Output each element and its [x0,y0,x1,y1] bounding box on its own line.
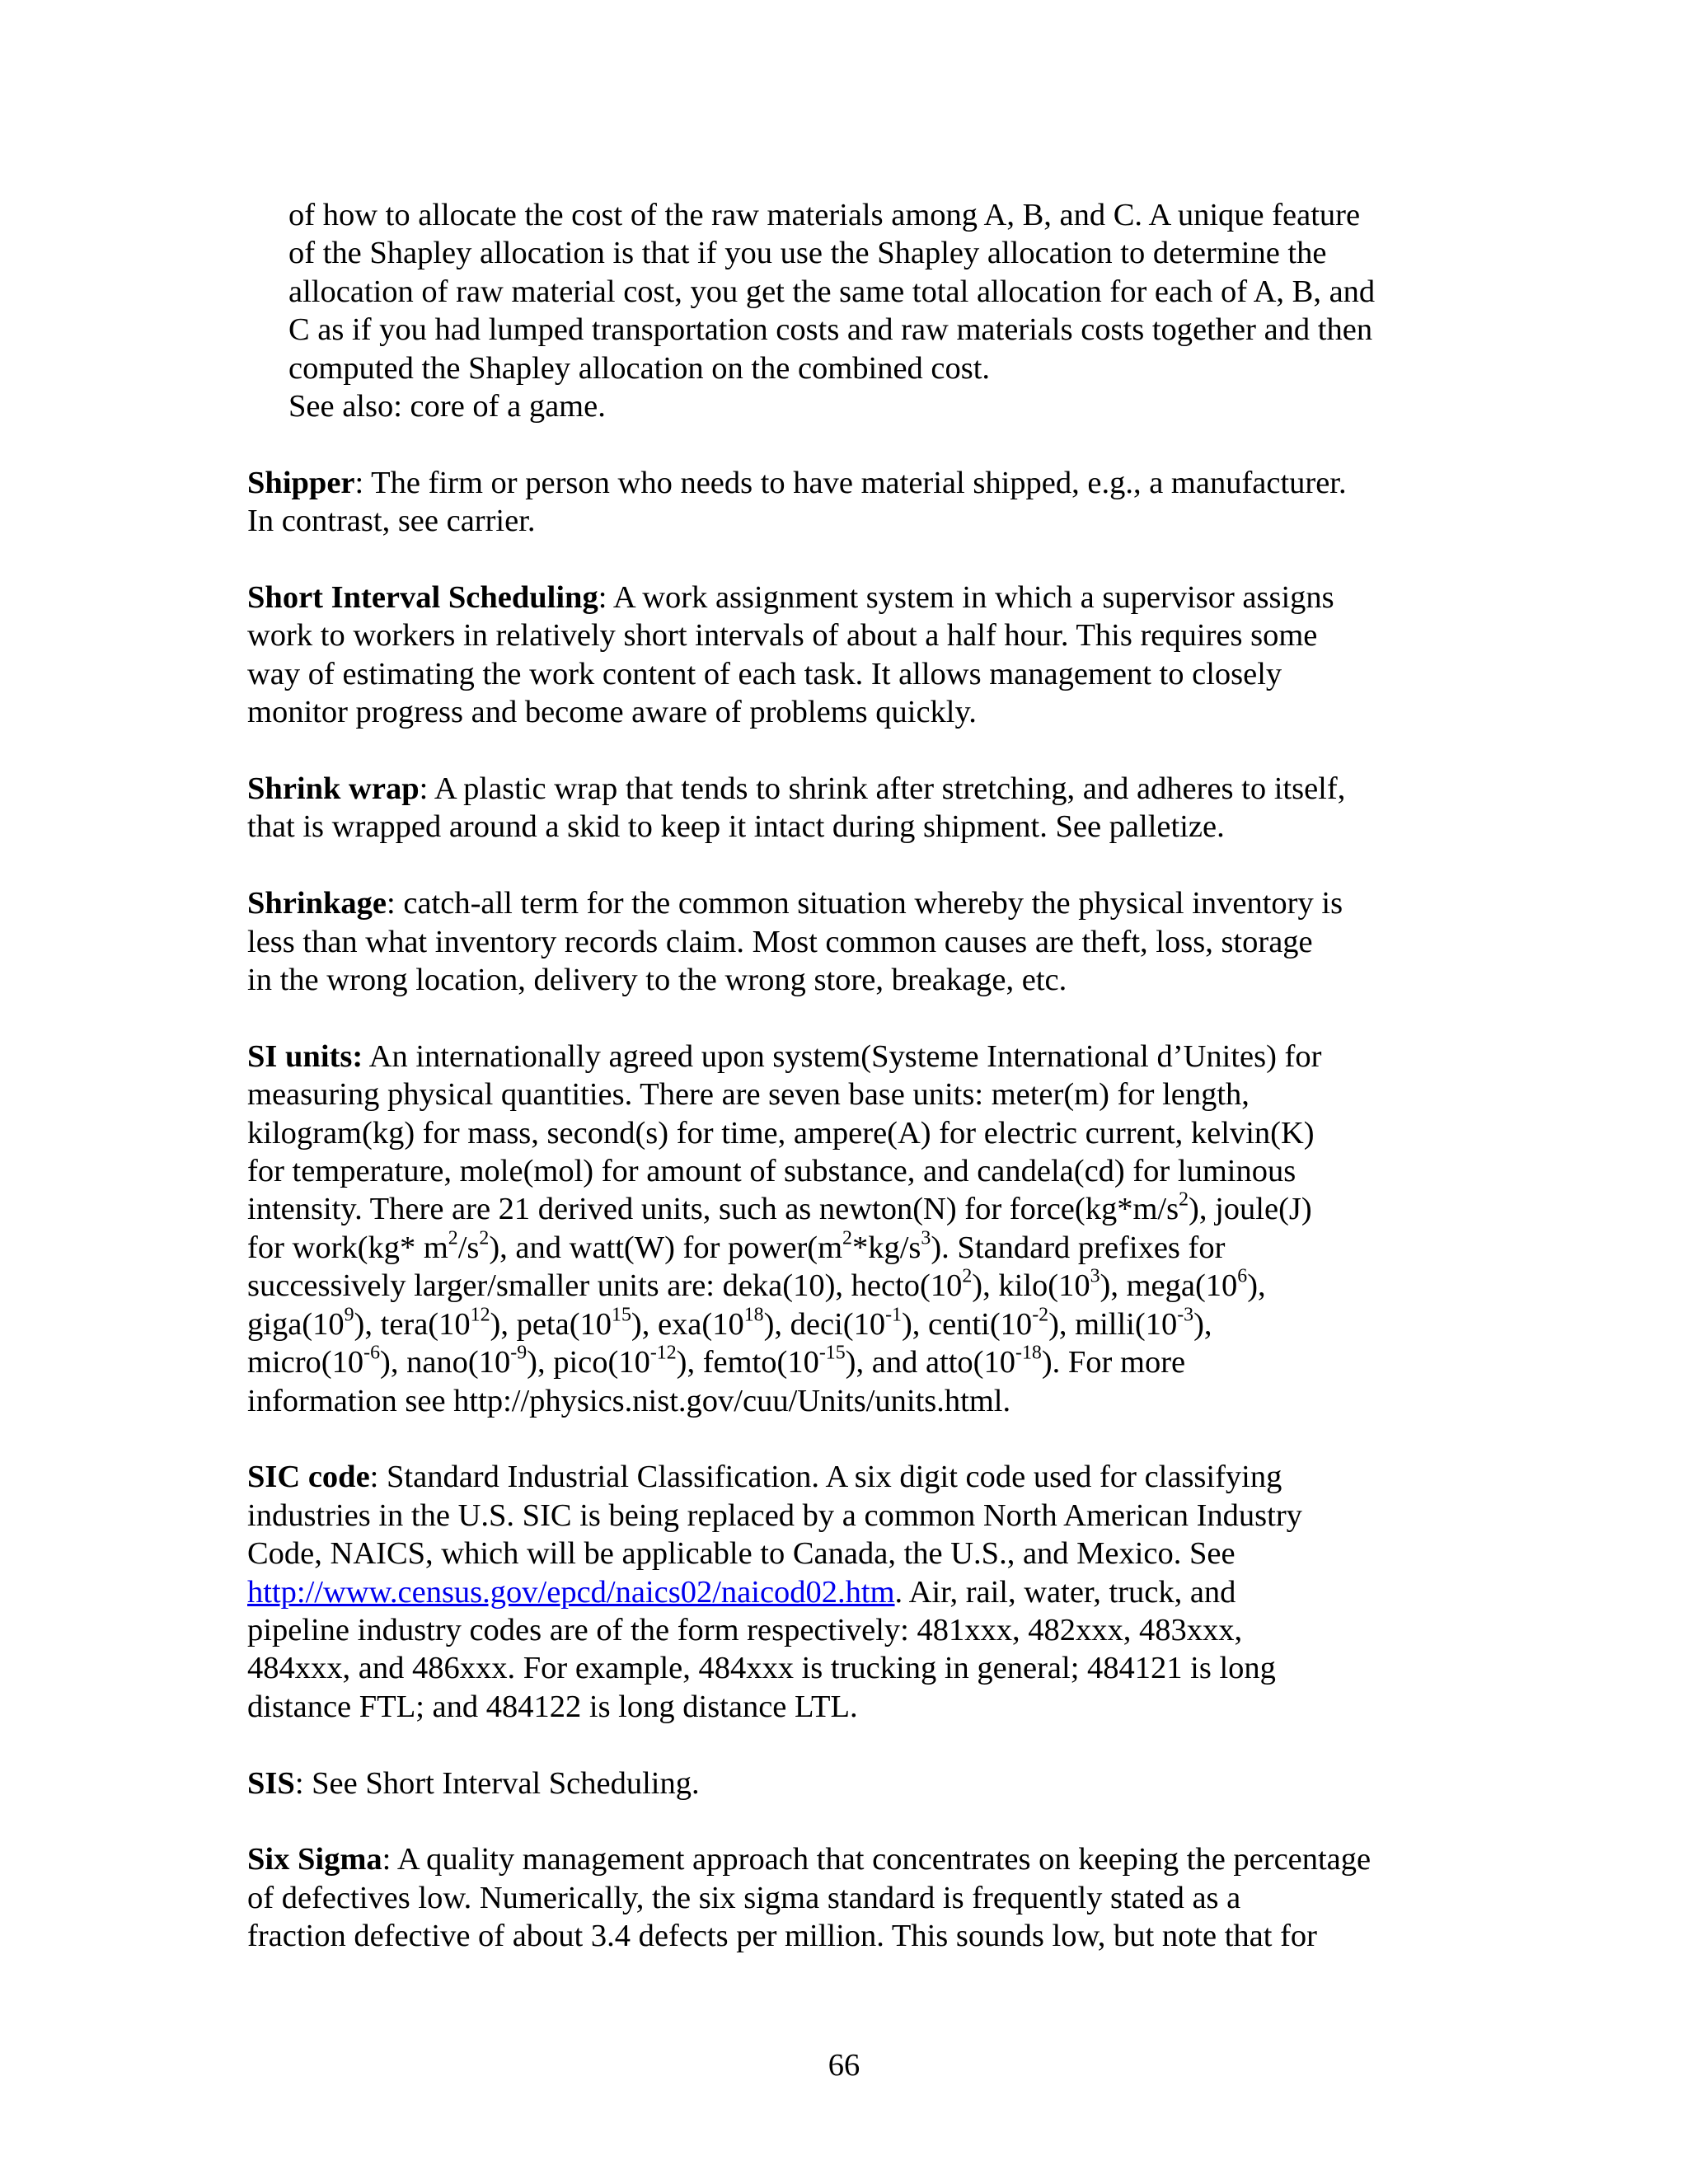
text-line: $micro(10^{-6})$, $nano(10^{-9})$, $pico(10^{-12})$, $femto(10^{-15})$, and $atto(10^{-18})$. For more [247,1342,1186,1380]
entry-sis [247,1765,1451,1802]
entry-si-units [247,1038,1451,1420]
text-line: kilogram(kg) for mass, second(s) for time, ampere(A) for electric current, kelvin(K) [247,1115,1315,1151]
continued-paragraph [247,196,1451,425]
text-line [247,1038,1451,1076]
page-number: 66 [828,2048,860,2083]
text-line [247,579,1451,616]
census-naics-link[interactable]: http://www.census.gov/epcd/naics02/naicod02.htm [247,1574,895,1610]
definition-text: : catch-all term for the common situation whereby the physical inventory is [387,886,1343,921]
text-line: In contrast, see carrier. [247,504,536,539]
text-line: of defectives low. Numerically, the six sigma standard is frequently stated as a [247,1880,1241,1915]
text-line: industries in the U.S. SIC is being replaced by a common North American Industry [247,1497,1302,1533]
text-line: intensity. There are 21 derived units, such as newton(N) for $force(kg*m/s^2)$, joule(J) [247,1188,1312,1227]
definition-text: : A plastic wrap that tends to shrink after stretching, and adheres to itself, [419,771,1346,807]
text-line: See also: core of a game. [288,389,606,424]
definition-text: : See Short Interval Scheduling. [294,1765,700,1801]
text-line [247,1765,1451,1802]
entry-term: SIC code [247,1460,370,1495]
definition-text: : A quality management approach that concentrates on keeping the percentage [382,1842,1372,1877]
text-line: of the Shapley allocation is that if you use the Shapley allocation to determine the [288,236,1327,271]
entry-short-interval-scheduling [247,579,1451,732]
text-line: computed the Shapley allocation on the combined cost. [288,350,991,386]
text-line: less than what inventory records claim. Most common causes are theft, loss, storage [247,924,1313,959]
definition-text: : A work assignment system in which a supervisor assigns [598,580,1334,616]
text-line: for work(kg* $m^2/s^2$), and watt(W) for $power(m^2*kg/s^3)$. Standard prefixes for [247,1227,1226,1265]
text-line: measuring physical quantities. There are seven base units: meter(m) for length, [247,1077,1250,1113]
text-line: pipeline industry codes are of the form respectively: 481xxx, 482xxx, 483xxx, [247,1612,1243,1647]
text-line [247,1458,1451,1496]
text-line [247,1573,1451,1611]
definition-text: . Air, rail, water, truck, and [894,1574,1236,1610]
text-line [247,1840,1451,1878]
text-line: distance FTL; and 484122 is long distance LTL. [247,1689,858,1724]
text-line: way of estimating the work content of each task. It allows management to closely [247,656,1282,691]
text-line: fraction defective of about 3.4 defects per million. This sounds low, but note that for [247,1919,1317,1954]
entry-term: SIS [247,1765,295,1801]
text-line [247,884,1451,922]
text-line [247,770,1451,808]
text-line: that is wrapped around a skid to keep it intact during shipment. See palletize. [247,809,1225,845]
entry-term: Short Interval Scheduling [247,580,598,616]
entry-term: Shrinkage [247,886,387,921]
glossary-body [247,196,1451,1994]
entry-shrinkage [247,884,1451,999]
text-line: information see http://physics.nist.gov/cuu/Units/units.html. [247,1383,1011,1418]
text-line: Code, NAICS, which will be applicable to Canada, the U.S., and Mexico. See [247,1536,1236,1572]
entry-term: SI units: [247,1038,363,1074]
definition-text: : Standard Industrial Classification. A six digit code used for classifying [369,1460,1282,1495]
text-line [247,464,1451,502]
entry-term: Shrink wrap [247,771,420,807]
entry-sic-code [247,1458,1451,1726]
entry-term: Six Sigma [247,1842,382,1877]
text-line: of how to allocate the cost of the raw materials among A, B, and C. A unique feature [288,198,1361,232]
entry-six-sigma [247,1840,1451,1955]
text-line: monitor progress and become aware of problems quickly. [247,695,977,730]
text-line: successively larger/smaller units are: deka(10), $hecto(10^2)$, $kilo(10^3)$, $mega(10^6)$, [247,1265,1266,1304]
text-line: allocation of raw material cost, you get the same total allocation for each of A, B, and [288,274,1376,309]
text-line: C as if you had lumped transportation costs and raw materials costs together and then [288,312,1373,348]
entry-shipper [247,464,1451,541]
entry-term: Shipper [247,465,355,500]
text-line: 484xxx, and 486xxx. For example, 484xxx is trucking in general; 484121 is long [247,1651,1276,1686]
text-line: in the wrong location, delivery to the wrong store, breakage, etc. [247,963,1067,998]
text-line: for temperature, mole(mol) for amount of substance, and candela(cd) for luminous [247,1154,1296,1189]
definition-text: : The firm or person who needs to have material shipped, e.g., a manufacturer. [354,465,1347,500]
entry-shrink-wrap [247,770,1451,846]
definition-text: An internationally agreed upon system(Systeme International d’Unites) for [363,1038,1322,1074]
text-line: $giga(10^9)$, $tera(10^{12})$, $peta(10^{15})$, $exa(10^{18})$, $deci(10^{-1})$, $centi(10^{-2})$, $milli(10^{-3})$, [247,1304,1212,1342]
text-line: work to workers in relatively short intervals of about a half hour. This requires some [247,618,1318,654]
